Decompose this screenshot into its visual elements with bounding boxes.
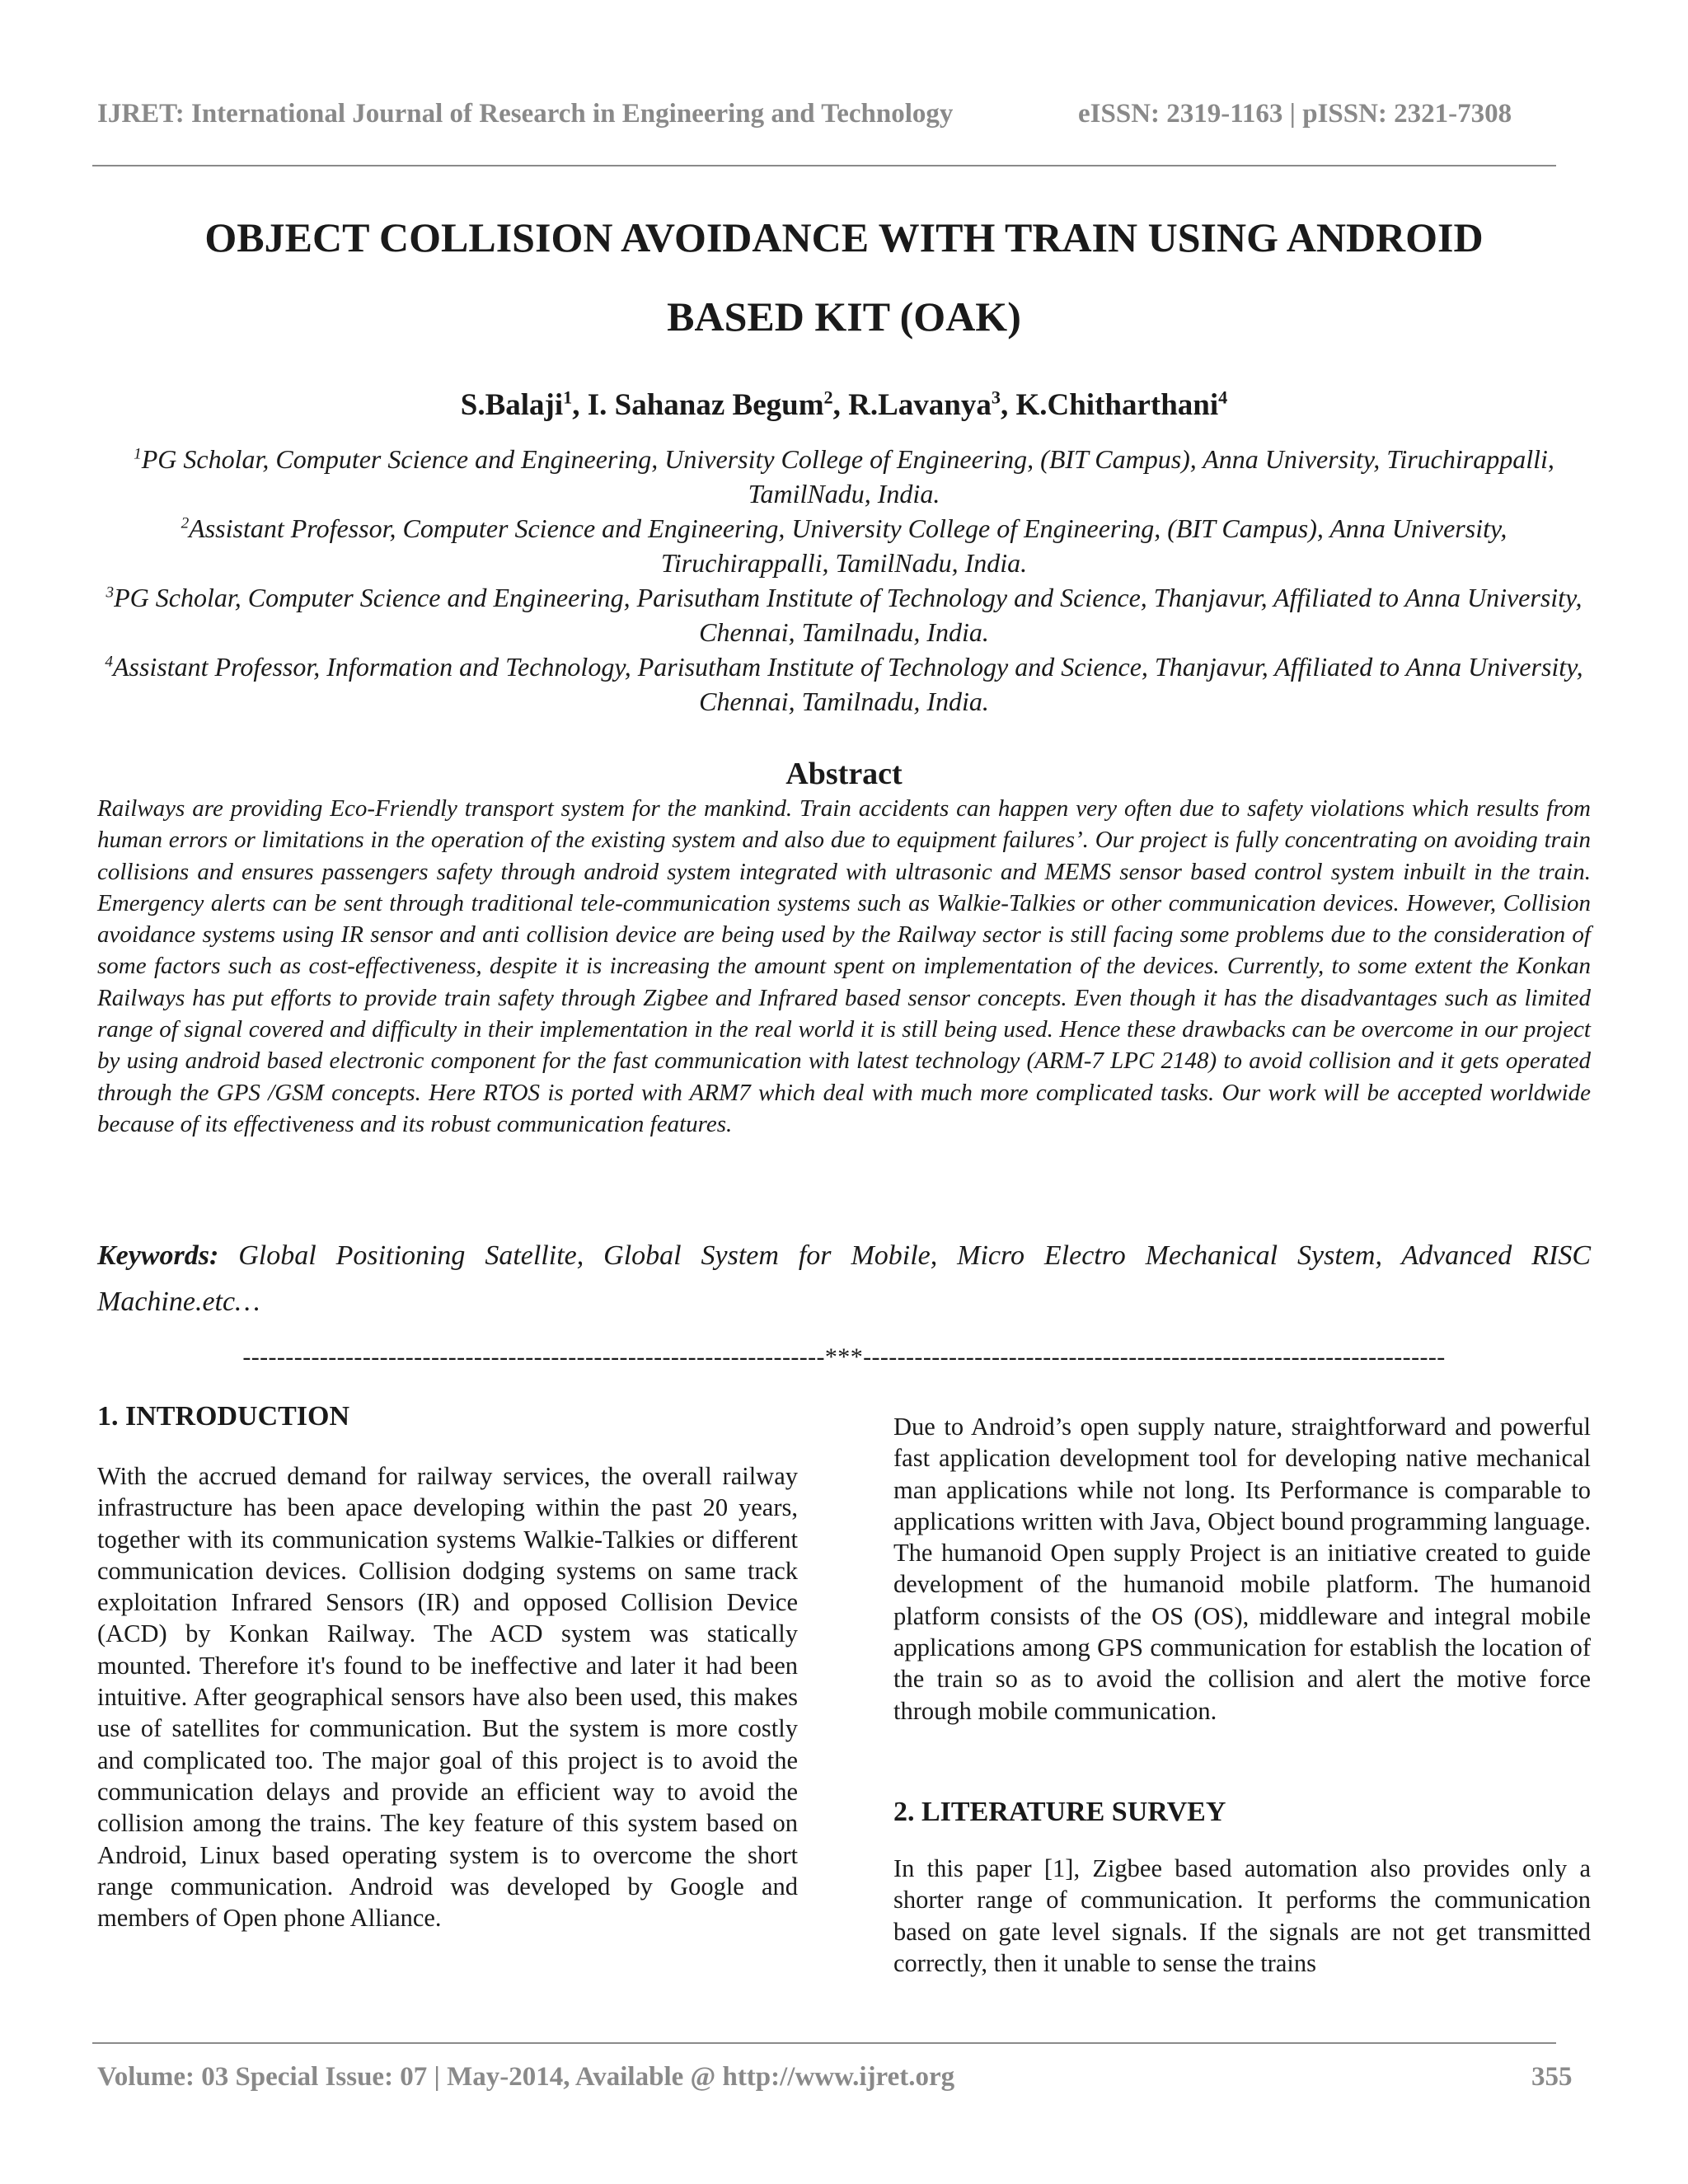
abstract-text: Railways are providing Eco-Friendly transport system for the mankind. Train accidents can happen very often due to safety violations which results from human errors or limitations in the operation of the existing system and also due to equipment failures’. Our project is fully concentrating on avoiding train collisions and ensures passengers safety through android system integrated with ultrasonic and MEMS sensor based control system inbuilt in the train. Emergency alerts can be sent through traditional tele-communication systems such as Walkie-Talkies or other communication devices. However, Collision avoidance systems using IR sensor and anti collision device are being used by the Railway sector is still facing some problems due to the consideration of some factors such as cost-effectiveness, despite it is increasing the amount spent on implementation of the devices. Currently, to some extent the Konkan Railways has put efforts to provide train safety through Zigbee and Infrared based sensor concepts. Even though it has the disadvantages such as limited range of signal covered and difficulty in their implementation in the real world it is still being used. Hence these drawbacks can be overcome in our project by using android based electronic component for the fast communication with latest technology (ARM-7 LPC 2148) to avoid collision and it gets operated through the GPS /GSM concepts. Here RTOS is ported with ARM7 which deal with much more complicated tasks. Our work will be accepted worldwide because of its effectiveness and its robust communication features. bbox=[97, 795, 1591, 1137]
affiliations bbox=[97, 442, 1591, 719]
introduction-text: With the accrued demand for railway services, the overall railway infrastructure has been apace developing within the past 20 years, together with its communication systems Walkie-Talkies or different communication devices. Collision dodging systems on same track exploitation Infrared Sensors (IR) and opposed Collision Device (ACD) by Konkan Railway. The ACD system was statically mounted. Therefore it's found to be ineffective and later it had been intuitive. After geographical sensors have also been used, this makes use of satellites for communication. But the system is more costly and complicated too. The major goal of this project is to avoid the communication delays and provide an efficient way to avoid the collision among the trains. The key feature of this system based on Android, Linux based operating system is to overcome the short range communication. Android was developed by Google and members of Open phone Alliance. bbox=[97, 1462, 798, 1933]
keywords-label: Keywords: bbox=[97, 1240, 219, 1271]
literature-survey-text: In this paper [1], Zigbee based automation also provides only a shorter range of communication. It performs the communication based on gate level signals. If the signals are not get transmitted correctly, then it unable to sense the trains bbox=[893, 1854, 1591, 1977]
running-footer bbox=[97, 2062, 1581, 2093]
keywords bbox=[97, 1233, 1591, 1325]
volume-info: Volume: 03 Special Issue: 07 | May-2014, Available @ http://www.ijret.org bbox=[97, 2062, 955, 2092]
keywords-text: Global Positioning Satellite, Global System for Mobile, Micro Electro Mechanical System, Advanced RISC Machine.etc… bbox=[97, 1240, 1591, 1317]
title-line-2: BASED KIT (OAK) bbox=[667, 293, 1021, 340]
journal-name: IJRET: International Journal of Research in Engineering and Technology bbox=[97, 99, 954, 129]
header-rule bbox=[92, 165, 1556, 166]
affiliation: $^2$Assistant Professor, Computer Science and Engineering, University College of Engineering, (BIT Campus), Anna University, Tiruchirappalli, TamilNadu, India. bbox=[181, 513, 1507, 578]
section-heading-literature-survey: 2. LITERATURE SURVEY bbox=[893, 1797, 1226, 1827]
affiliation: $^1$PG Scholar, Computer Science and Engineering, University College of Engineering, (BIT Campus), Anna University, Tiruchirappalli, TamilNadu, India. bbox=[134, 444, 1554, 509]
author: S.Balaji$^1$, bbox=[460, 387, 588, 422]
abstract-heading: Abstract bbox=[785, 757, 903, 791]
introduction-text-continued: Due to Android’s open supply nature, straightforward and powerful fast application development tool for developing native mechanical man applications while not long. Its Performance is comparable to applications written with Java, Object bound programming language. The humanoid Open supply Project is an initiative created to guide development of the humanoid mobile platform. The humanoid platform consists of the OS (OS), middleware and integral mobile applications among GPS communication for establish the location of the train so as to avoid the collision and alert the motive force through mobile communication. bbox=[893, 1413, 1591, 1725]
title-line-1: OBJECT COLLISION AVOIDANCE WITH TRAIN USING ANDROID bbox=[204, 214, 1484, 260]
author: K.Chitharthani$^4$ bbox=[1015, 387, 1228, 422]
page-number: 355 bbox=[1531, 2062, 1573, 2092]
author-list bbox=[97, 387, 1591, 423]
author: I. Sahanaz Begum$^2$, bbox=[587, 387, 849, 422]
section-heading-introduction: 1. INTRODUCTION bbox=[97, 1401, 350, 1432]
author: R.Lavanya$^3$, bbox=[848, 387, 1016, 422]
footer-rule bbox=[92, 2042, 1556, 2044]
paper-title bbox=[97, 198, 1591, 356]
section-divider: --------------------------------------------------------------------***-------------------------------------------------------------------- bbox=[242, 1343, 1446, 1371]
affiliation: $^4$Assistant Professor, Information and Technology, Parisutham Institute of Technology and Science, Thanjavur, Affiliated to Anna University, Chennai, Tamilnadu, India. bbox=[105, 652, 1583, 716]
affiliation: $^3$PG Scholar, Computer Science and Engineering, Parisutham Institute of Technology and Science, Thanjavur, Affiliated to Anna University, Chennai, Tamilnadu, India. bbox=[106, 583, 1582, 647]
issn: eISSN: 2319-1163 | pISSN: 2321-7308 bbox=[1078, 99, 1512, 129]
